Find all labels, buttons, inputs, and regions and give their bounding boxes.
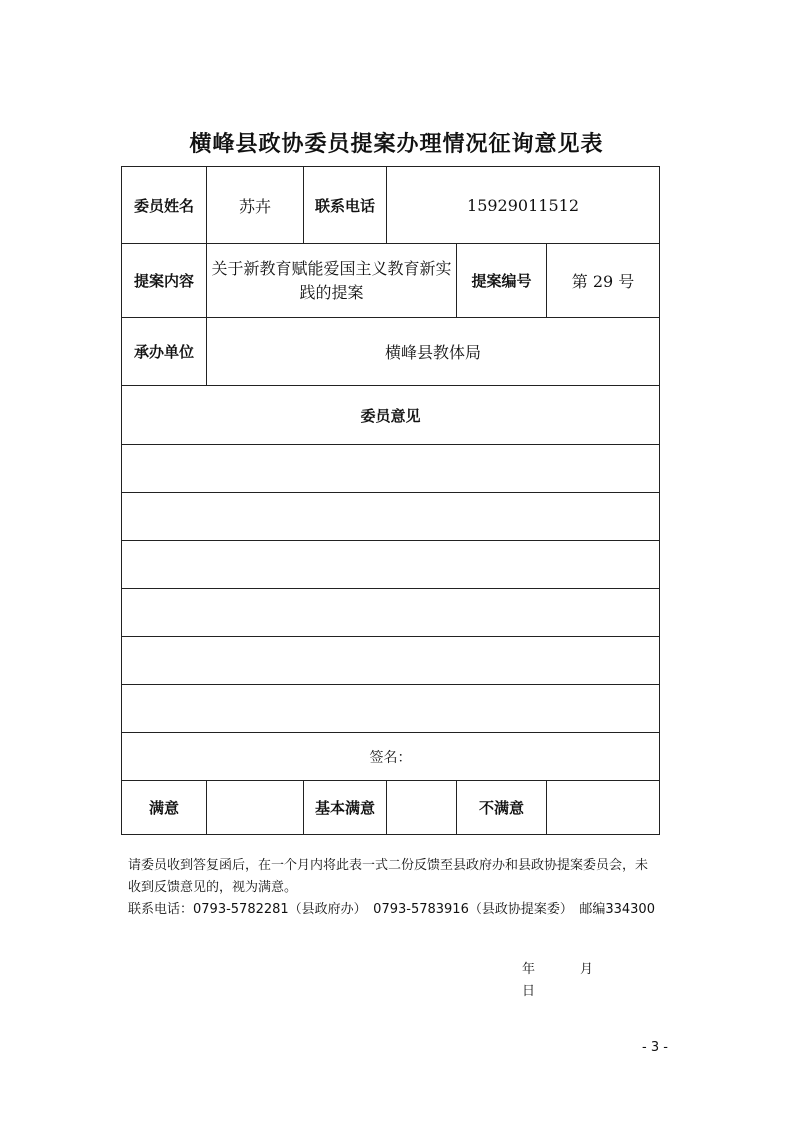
opinion-line-1[interactable] [122, 445, 660, 493]
satisfied-checkbox[interactable] [207, 781, 304, 835]
form-title: 横峰县政协委员提案办理情况征询意见表 [189, 132, 604, 157]
not-satisfied-checkbox[interactable] [547, 781, 660, 835]
phone-label: 联系电话 [304, 167, 387, 244]
row-proposal [122, 244, 660, 318]
row-handling-unit [122, 318, 660, 386]
opinion-line-2[interactable] [122, 493, 660, 541]
opinion-line-6[interactable] [122, 685, 660, 733]
handling-unit-value: 横峰县教体局 [207, 318, 660, 386]
member-name-value: 苏卉 [207, 167, 304, 244]
phone-value: 15929011512 [387, 167, 660, 244]
opinion-line-3[interactable] [122, 541, 660, 589]
signature-field[interactable]: 签名： [122, 733, 660, 781]
opinion-form-table [121, 166, 660, 835]
row-opinion-header [122, 386, 660, 445]
page-number: - 3 - [642, 1040, 668, 1055]
row-member-info [122, 167, 660, 244]
proposal-number-value: 第 29 号 [547, 244, 660, 318]
proposal-content-value: 关于新教育赋能爱国主义教育新实践的提案 [207, 244, 457, 318]
proposal-number-label: 提案编号 [457, 244, 547, 318]
date-year-label: 年 [522, 962, 536, 977]
basically-satisfied-label: 基本满意 [304, 781, 387, 835]
opinion-line-4[interactable] [122, 589, 660, 637]
contact-info-text: 联系电话：0793-5782281（县政府办） 0793-5783916（县政协提案委） 邮编334300 [128, 902, 655, 917]
not-satisfied-label: 不满意 [457, 781, 547, 835]
opinion-header: 委员意见 [122, 386, 660, 445]
member-name-label: 委员姓名 [122, 167, 207, 244]
opinion-line-5[interactable] [122, 637, 660, 685]
date-day-label: 日 [522, 984, 536, 999]
proposal-content-label: 提案内容 [122, 244, 207, 318]
satisfied-label: 满意 [122, 781, 207, 835]
date-month-label: 月 [580, 962, 594, 977]
instructions-notes [128, 855, 658, 921]
instructions-text: 请委员收到答复函后，在一个月内将此表一式二份反馈至县政府办和县政协提案委员会，未收到反馈意见的，视为满意。 [128, 858, 649, 895]
row-satisfaction [122, 781, 660, 835]
basically-satisfied-checkbox[interactable] [387, 781, 457, 835]
handling-unit-label: 承办单位 [122, 318, 207, 386]
